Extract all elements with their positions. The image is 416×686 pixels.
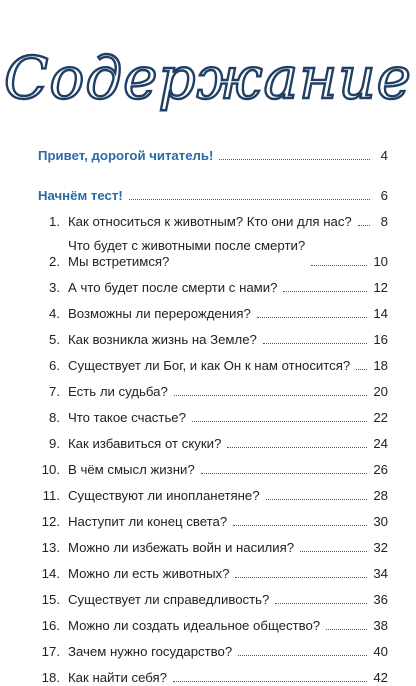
toc-item-page: 40 xyxy=(373,644,388,659)
toc-item-number: 12. xyxy=(41,514,60,529)
toc-item[interactable] xyxy=(38,348,388,374)
toc-intro-page: 4 xyxy=(380,148,388,163)
toc-item-page: 34 xyxy=(373,566,388,581)
toc-item-title: Что такое счастье? xyxy=(68,410,186,425)
toc-item-page: 24 xyxy=(373,436,388,451)
toc-item-title: Как возникла жизнь на Земле? xyxy=(68,332,257,347)
toc-item-number: 14. xyxy=(41,566,60,581)
toc-item-page: 38 xyxy=(373,618,388,633)
toc-item-page: 10 xyxy=(373,254,388,269)
toc-item[interactable] xyxy=(38,322,388,348)
title-lettering xyxy=(4,36,412,126)
leader-dots xyxy=(238,655,367,656)
toc-item[interactable] xyxy=(38,608,388,634)
toc-item-number: 3. xyxy=(49,280,60,295)
leader-dots xyxy=(173,681,367,682)
toc-item[interactable] xyxy=(38,230,388,270)
toc-item[interactable] xyxy=(38,270,388,296)
toc-item-page: 20 xyxy=(373,384,388,399)
page-title xyxy=(0,36,416,126)
leader-dots xyxy=(275,603,367,604)
toc-item[interactable] xyxy=(38,478,388,504)
toc-item-number: 5. xyxy=(49,332,60,347)
toc-item-title: Зачем нужно государство? xyxy=(68,644,233,659)
toc-item[interactable] xyxy=(38,426,388,452)
toc-item[interactable] xyxy=(38,582,388,608)
toc-item[interactable] xyxy=(38,556,388,582)
toc-item-page: 14 xyxy=(373,306,388,321)
leader-dots xyxy=(227,447,367,448)
toc-item-page: 36 xyxy=(373,592,388,607)
toc-item-page: 18 xyxy=(373,358,388,373)
leader-dots xyxy=(263,343,367,344)
toc-item-number: 1. xyxy=(49,214,60,229)
toc-item-title: Существует ли Бог, и как Он к нам относится? xyxy=(68,358,351,373)
toc-item[interactable] xyxy=(38,296,388,322)
leader-dots xyxy=(174,395,368,396)
leader-dots xyxy=(266,499,368,500)
toc-item-page: 8 xyxy=(380,214,388,229)
leader-dots xyxy=(257,317,367,318)
table-of-contents xyxy=(38,138,388,686)
leader-dots xyxy=(219,159,370,160)
toc-item-title: Можно ли создать идеальное общество? xyxy=(68,618,321,633)
leader-dots xyxy=(201,473,368,474)
toc-item-number: 11. xyxy=(42,488,60,503)
toc-item-page: 12 xyxy=(373,280,388,295)
toc-item-title: Существует ли справедливость? xyxy=(68,592,270,607)
toc-item-number: 16. xyxy=(41,618,60,633)
leader-dots xyxy=(233,525,367,526)
toc-item[interactable] xyxy=(38,452,388,478)
toc-item-title: Как найти себя? xyxy=(68,670,168,685)
toc-item[interactable] xyxy=(38,634,388,660)
toc-item-number: 15. xyxy=(41,592,60,607)
toc-item-number: 8. xyxy=(49,410,60,425)
toc-item[interactable] xyxy=(38,374,388,400)
toc-item-title: Наступит ли конец света? xyxy=(68,514,228,529)
toc-intro[interactable] xyxy=(38,138,388,164)
leader-dots xyxy=(192,421,367,422)
toc-item-page: 32 xyxy=(373,540,388,555)
toc-item-number: 13. xyxy=(41,540,60,555)
toc-item-page: 16 xyxy=(373,332,388,347)
toc-item-number: 18. xyxy=(41,670,60,685)
toc-item-number: 4. xyxy=(49,306,60,321)
toc-item-title: Существуют ли инопланетяне? xyxy=(68,488,260,503)
leader-dots xyxy=(311,265,367,266)
toc-item-title: Можно ли есть животных? xyxy=(68,566,230,581)
leader-dots xyxy=(300,551,367,552)
toc-item-title: Как избавиться от скуки? xyxy=(68,436,222,451)
toc-item-number: 17. xyxy=(41,644,60,659)
leader-dots xyxy=(356,369,367,370)
toc-item[interactable] xyxy=(38,530,388,556)
toc-item[interactable] xyxy=(38,660,388,686)
toc-item[interactable] xyxy=(38,204,388,230)
toc-item-number: 6. xyxy=(49,358,60,373)
leader-dots xyxy=(358,225,370,226)
toc-item-title: Можно ли избежать войн и насилия? xyxy=(68,540,295,555)
toc-item-title: В чём смысл жизни? xyxy=(68,462,195,477)
toc-item-title: Есть ли судьба? xyxy=(68,384,168,399)
toc-item-number: 7. xyxy=(49,384,60,399)
toc-section-title: Начнём тест! xyxy=(38,188,123,203)
leader-dots xyxy=(235,577,367,578)
toc-item-list xyxy=(38,204,388,686)
toc-section-page: 6 xyxy=(380,188,388,203)
toc-item-title: Что будет с животными после смерти? Мы встретимся? xyxy=(68,238,306,269)
toc-item-title: Как относиться к животным? Кто они для нас? xyxy=(68,214,352,229)
title-text: Содержание xyxy=(4,44,412,112)
toc-section[interactable] xyxy=(38,178,388,204)
toc-item-number: 2. xyxy=(49,254,60,269)
toc-item-title: Возможны ли перерождения? xyxy=(68,306,251,321)
toc-item-page: 26 xyxy=(373,462,388,477)
toc-item[interactable] xyxy=(38,400,388,426)
toc-item-page: 42 xyxy=(373,670,388,685)
spacer xyxy=(38,164,388,178)
toc-item-page: 22 xyxy=(373,410,388,425)
toc-item[interactable] xyxy=(38,504,388,530)
leader-dots xyxy=(129,199,370,200)
toc-item-title: А что будет после смерти с нами? xyxy=(68,280,278,295)
toc-intro-title: Привет, дорогой читатель! xyxy=(38,148,214,163)
leader-dots xyxy=(326,629,367,630)
toc-item-page: 30 xyxy=(373,514,388,529)
toc-item-page: 28 xyxy=(373,488,388,503)
leader-dots xyxy=(283,291,367,292)
toc-item-number: 9. xyxy=(49,436,60,451)
toc-item-number: 10. xyxy=(41,462,60,477)
